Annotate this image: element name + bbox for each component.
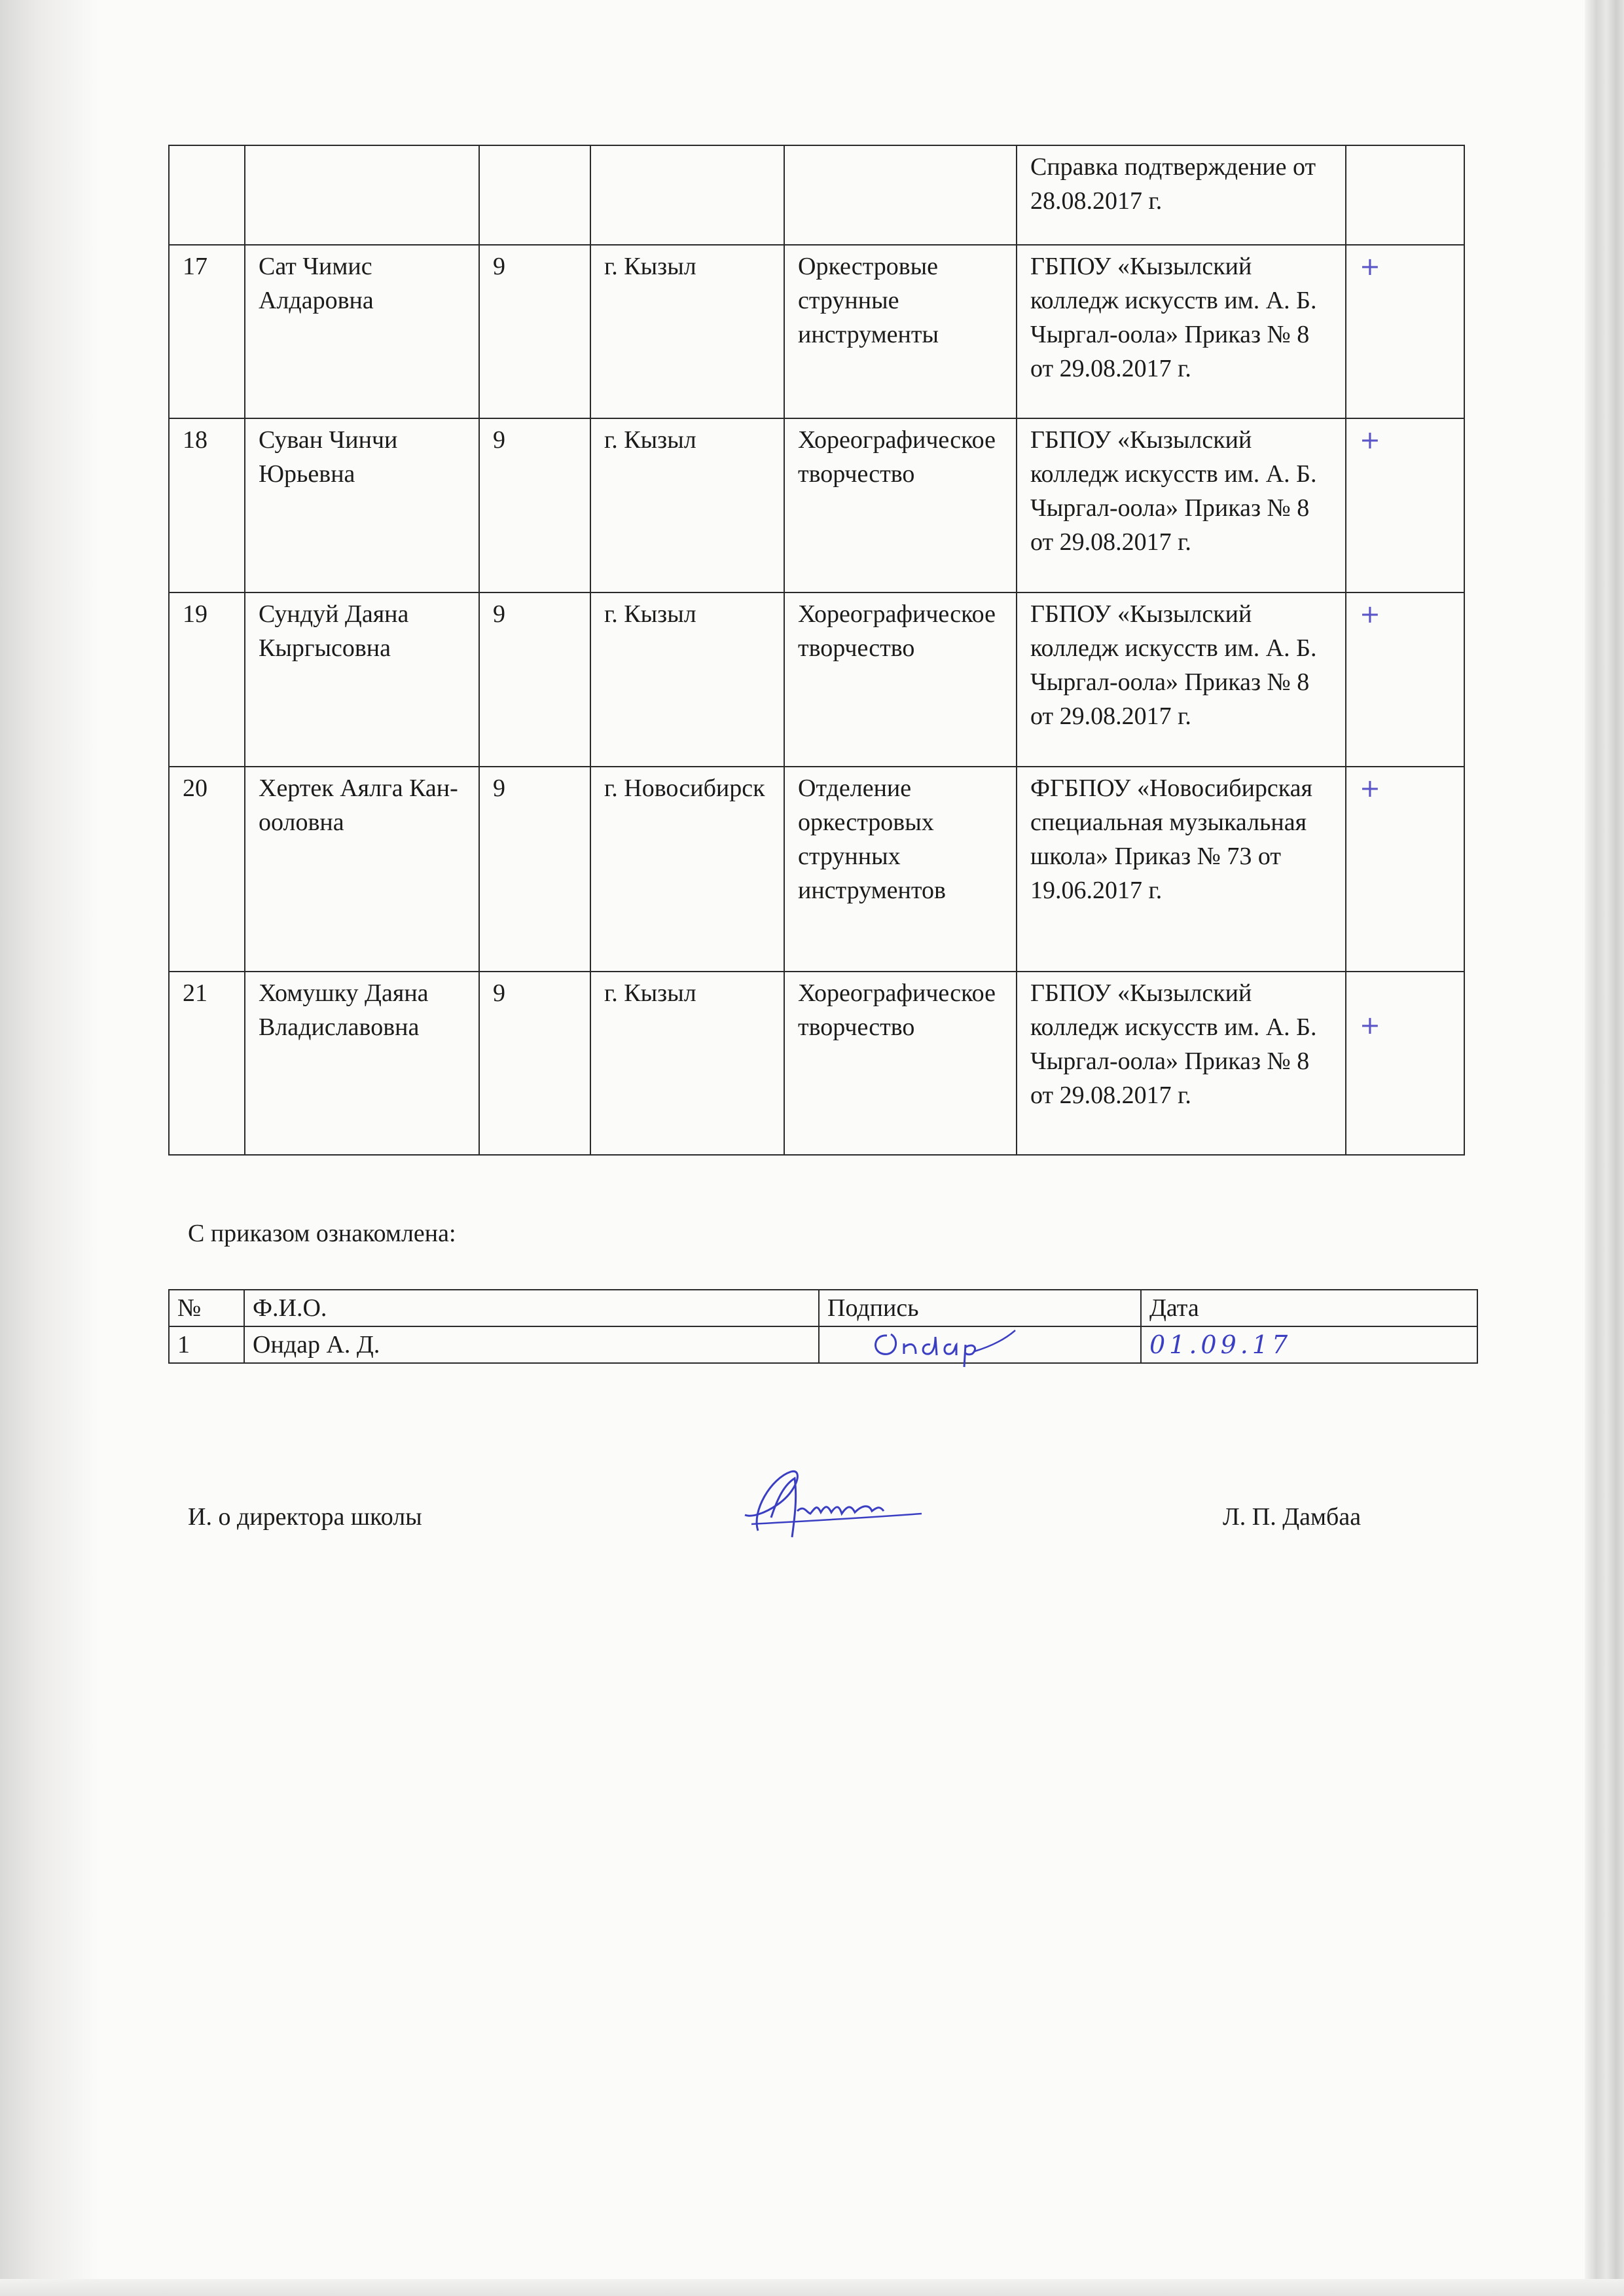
- cell-mark: +: [1346, 418, 1464, 592]
- table-row: [169, 418, 1464, 592]
- cell-num: 18: [169, 418, 245, 592]
- cell-city: г. Кызыл: [590, 245, 784, 418]
- acquaintance-header-row: [169, 1290, 1477, 1326]
- table-row: [169, 972, 1464, 1155]
- cell-grade: 9: [479, 972, 590, 1155]
- cell-mark: +: [1346, 592, 1464, 767]
- cell-city: г. Новосибирск: [590, 767, 784, 972]
- cell-institution: ГБПОУ «Кызылский колледж искусств им. А. Б. Чыргал-оола» Приказ № 8 от 29.08.2017 г.: [1017, 418, 1346, 592]
- cell-specialty: Хореографическое творчество: [784, 972, 1017, 1155]
- table-row: [169, 145, 1464, 245]
- cell-specialty: [784, 145, 1017, 245]
- signature-director: [732, 1459, 928, 1550]
- acquaintance-label: С приказом ознакомлена:: [188, 1220, 456, 1247]
- acq-date-handwritten: 01.09.17: [1141, 1326, 1477, 1363]
- acquaintance-row: [169, 1326, 1477, 1363]
- cell-name: Сундуй Даяна Кыргысовна: [245, 592, 479, 767]
- cell-grade: [479, 145, 590, 245]
- cell-institution: Справка подтверждение от 28.08.2017 г.: [1017, 145, 1346, 245]
- cell-name: Хертек Аялга Кан-ооловна: [245, 767, 479, 972]
- director-position: И. о директора школы: [188, 1503, 422, 1531]
- cell-grade: 9: [479, 592, 590, 767]
- scan-page-edge-bottom: [0, 2279, 1624, 2296]
- table-row: [169, 245, 1464, 418]
- cell-grade: 9: [479, 767, 590, 972]
- table-row: [169, 592, 1464, 767]
- acq-name: Ондар А. Д.: [244, 1326, 819, 1363]
- scan-page-edge-right: [1585, 0, 1624, 2296]
- cell-city: г. Кызыл: [590, 972, 784, 1155]
- cell-num: 19: [169, 592, 245, 767]
- cell-city: г. Кызыл: [590, 592, 784, 767]
- cell-num: [169, 145, 245, 245]
- students-table: [168, 145, 1465, 1156]
- cell-grade: 9: [479, 418, 590, 592]
- cell-institution: ГБПОУ «Кызылский колледж искусств им. А. Б. Чыргал-оола» Приказ № 8 от 29.08.2017 г.: [1017, 245, 1346, 418]
- header-name: Ф.И.О.: [244, 1290, 819, 1326]
- cell-specialty: Хореографическое творчество: [784, 592, 1017, 767]
- cell-institution: ГБПОУ «Кызылский колледж искусств им. А. Б. Чыргал-оола» Приказ № 8 от 29.08.2017 г.: [1017, 592, 1346, 767]
- acq-num: 1: [169, 1326, 244, 1363]
- table-row: [169, 767, 1464, 972]
- cell-num: 21: [169, 972, 245, 1155]
- cell-specialty: Оркестровые струнные инструменты: [784, 245, 1017, 418]
- cell-institution: ФГБПОУ «Новосибирская специальная музыкальная школа» Приказ № 73 от 19.06.2017 г.: [1017, 767, 1346, 972]
- cell-mark: +: [1346, 767, 1464, 972]
- cell-mark: +: [1346, 245, 1464, 418]
- cell-name: Сат Чимис Алдаровна: [245, 245, 479, 418]
- signature-ondar: [867, 1317, 1018, 1370]
- cell-specialty: Хореографическое творчество: [784, 418, 1017, 592]
- cell-specialty: Отделение оркестровых струнных инструментов: [784, 767, 1017, 972]
- cell-mark: [1346, 145, 1464, 245]
- cell-num: 17: [169, 245, 245, 418]
- cell-city: г. Кызыл: [590, 418, 784, 592]
- cell-name: Суван Чинчи Юрьевна: [245, 418, 479, 592]
- acquaintance-table: [168, 1289, 1478, 1364]
- cell-name: [245, 145, 479, 245]
- header-signature: Подпись: [819, 1290, 1141, 1326]
- cell-institution: ГБПОУ «Кызылский колледж искусств им. А. Б. Чыргал-оола» Приказ № 8 от 29.08.2017 г.: [1017, 972, 1346, 1155]
- cell-num: 20: [169, 767, 245, 972]
- header-num: №: [169, 1290, 244, 1326]
- header-date: Дата: [1141, 1290, 1477, 1326]
- scan-shadow-left: [0, 0, 98, 2296]
- cell-city: [590, 145, 784, 245]
- cell-grade: 9: [479, 245, 590, 418]
- cell-name: Хомушку Даяна Владиславовна: [245, 972, 479, 1155]
- cell-mark: +: [1346, 972, 1464, 1155]
- director-name: Л. П. Дамбаа: [1223, 1503, 1362, 1531]
